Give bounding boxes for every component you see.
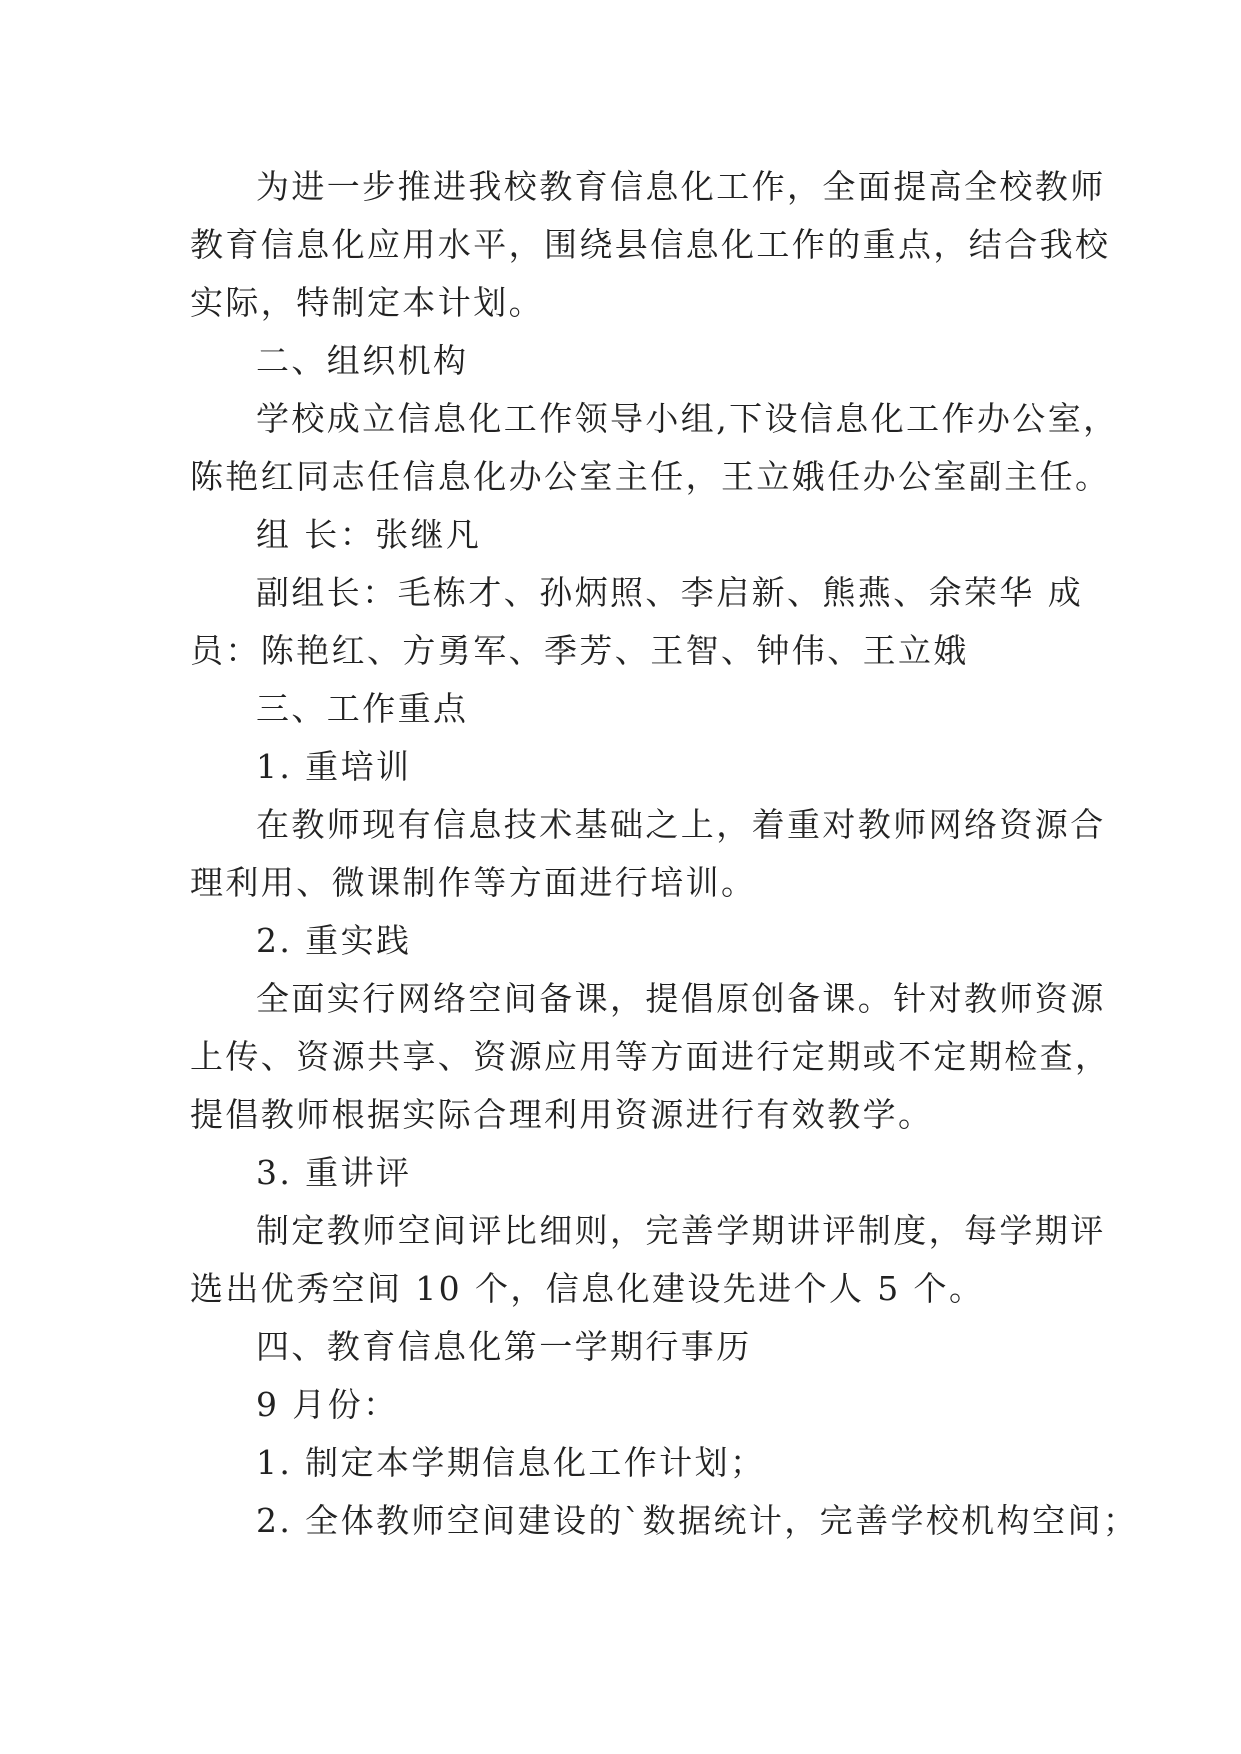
text-line: 选出优秀空间 10 个，信息化建设先进个人 5 个。 — [190, 1269, 985, 1308]
text-line: 实际，特制定本计划。 — [190, 283, 544, 322]
text-line: 2. 全体教师空间建设的`数据统计，完善学校机构空间； — [256, 1501, 1139, 1540]
text-line: 1. 制定本学期信息化工作计划； — [256, 1443, 766, 1482]
text-line: 副组长：毛栋才、孙炳照、李启新、熊燕、余荣华 成 — [256, 573, 1084, 612]
text-line: 2. 重实践 — [256, 921, 412, 960]
text-line: 组 长：张继凡 — [256, 515, 482, 554]
text-line: 9 月份： — [256, 1385, 399, 1424]
text-line: 上传、资源共享、资源应用等方面进行定期或不定期检查， — [190, 1037, 1111, 1076]
text-line: 1. 重培训 — [256, 747, 412, 786]
text-line: 3. 重讲评 — [256, 1153, 412, 1192]
text-line: 教育信息化应用水平，围绕县信息化工作的重点，结合我校 — [190, 225, 1111, 264]
text-line: 三、工作重点 — [256, 689, 469, 728]
text-line: 二、组织机构 — [256, 341, 469, 380]
text-line: 理利用、微课制作等方面进行培训。 — [190, 863, 757, 902]
text-line: 为进一步推进我校教育信息化工作，全面提高全校教师 — [256, 167, 1106, 206]
text-line: 员：陈艳红、方勇军、季芳、王智、钟伟、王立娥 — [190, 631, 969, 670]
text-line: 制定教师空间评比细则，完善学期讲评制度，每学期评 — [256, 1211, 1106, 1250]
text-line: 在教师现有信息技术基础之上，着重对教师网络资源合 — [256, 805, 1106, 844]
text-line: 四、教育信息化第一学期行事历 — [256, 1327, 752, 1366]
text-line: 全面实行网络空间备课，提倡原创备课。针对教师资源 — [256, 979, 1106, 1018]
text-line: 陈艳红同志任信息化办公室主任，王立娥任办公室副主任。 — [190, 457, 1111, 496]
text-line: 提倡教师根据实际合理利用资源进行有效教学。 — [190, 1095, 934, 1134]
document-body — [190, 158, 1139, 1550]
text-line: 学校成立信息化工作领导小组,下设信息化工作办公室， — [256, 399, 1119, 438]
